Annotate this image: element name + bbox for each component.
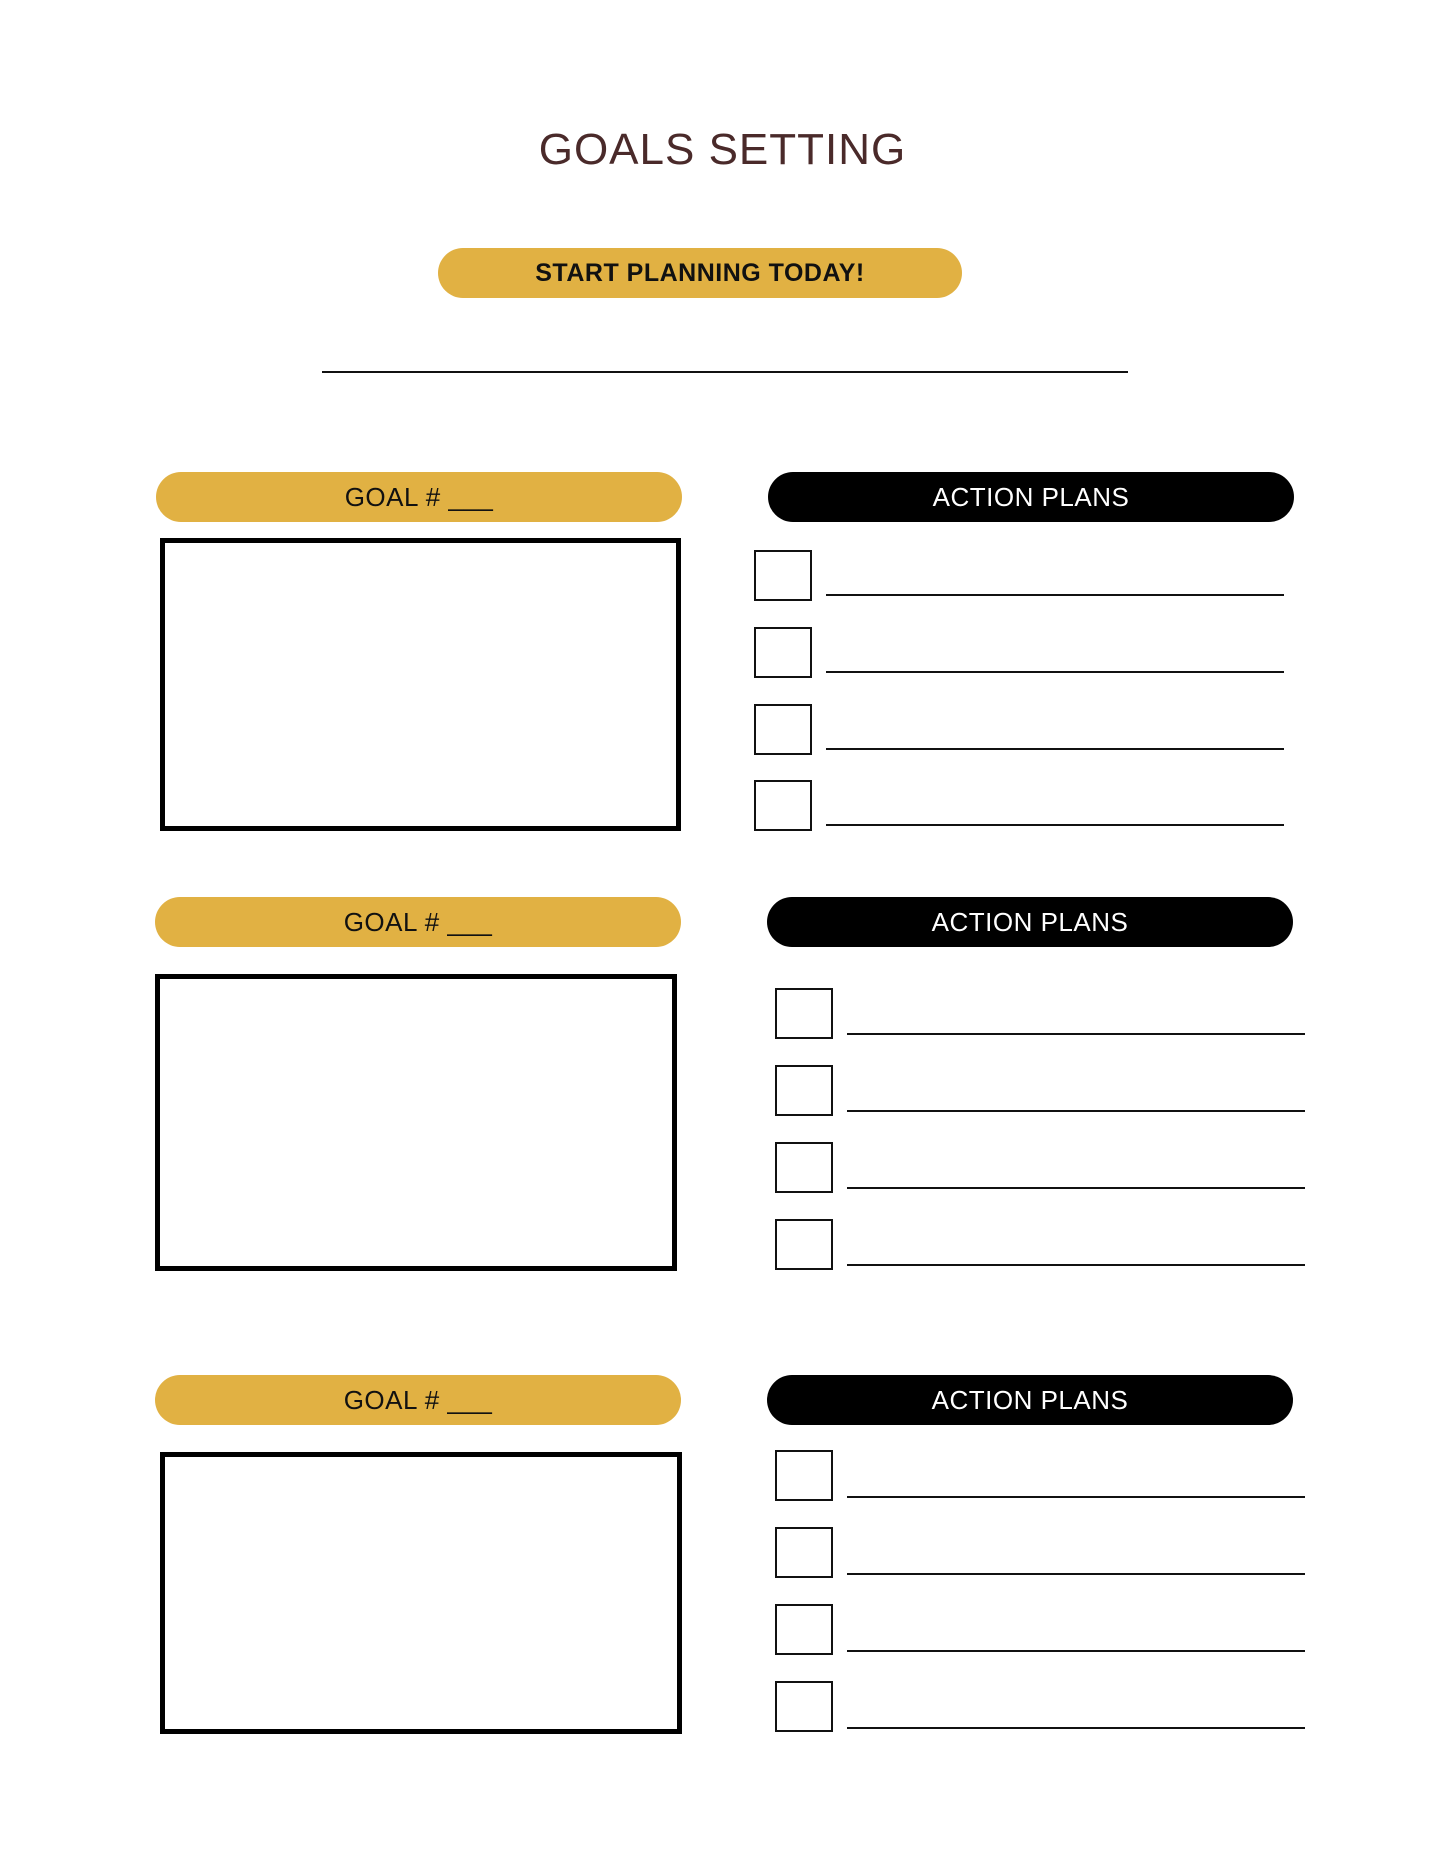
action-line[interactable] [847,1264,1305,1266]
action-checkbox[interactable] [754,550,812,601]
start-planning-text: START PLANNING TODAY! [535,258,865,287]
action-plans-header-1 [768,472,1294,522]
goal-label: GOAL # ___ [343,1384,493,1415]
action-line[interactable] [847,1650,1305,1652]
action-plans-label: ACTION PLANS [932,481,1130,512]
action-line[interactable] [826,748,1284,750]
goal-label: GOAL # ___ [343,906,493,937]
action-line[interactable] [847,1573,1305,1575]
action-checkbox[interactable] [754,704,812,755]
action-checkbox[interactable] [775,988,833,1039]
action-line[interactable] [847,1033,1305,1035]
action-checkbox[interactable] [754,627,812,678]
name-line [322,371,1128,373]
action-line[interactable] [826,824,1284,826]
goal-box-3[interactable] [160,1452,682,1734]
action-checkbox[interactable] [775,1527,833,1578]
action-line[interactable] [847,1110,1305,1112]
action-checkbox[interactable] [754,780,812,831]
action-line[interactable] [847,1496,1305,1498]
action-checkbox[interactable] [775,1142,833,1193]
action-line[interactable] [847,1187,1305,1189]
action-checkbox[interactable] [775,1604,833,1655]
goal-box-2[interactable] [155,974,677,1271]
action-plans-header-2 [767,897,1293,947]
action-checkbox[interactable] [775,1450,833,1501]
goal-header-3 [155,1375,681,1425]
action-checkbox[interactable] [775,1681,833,1732]
action-plans-header-3 [767,1375,1293,1425]
action-plans-label: ACTION PLANS [931,1384,1129,1415]
action-line[interactable] [847,1727,1305,1729]
action-line[interactable] [826,594,1284,596]
goal-box-1[interactable] [160,538,681,831]
action-line[interactable] [826,671,1284,673]
start-planning-banner [438,248,962,298]
action-checkbox[interactable] [775,1219,833,1270]
goal-label: GOAL # ___ [344,481,494,512]
goal-header-2 [155,897,681,947]
goal-header-1 [156,472,682,522]
action-checkbox[interactable] [775,1065,833,1116]
action-plans-label: ACTION PLANS [931,906,1129,937]
page-title: GOALS SETTING [538,125,907,174]
